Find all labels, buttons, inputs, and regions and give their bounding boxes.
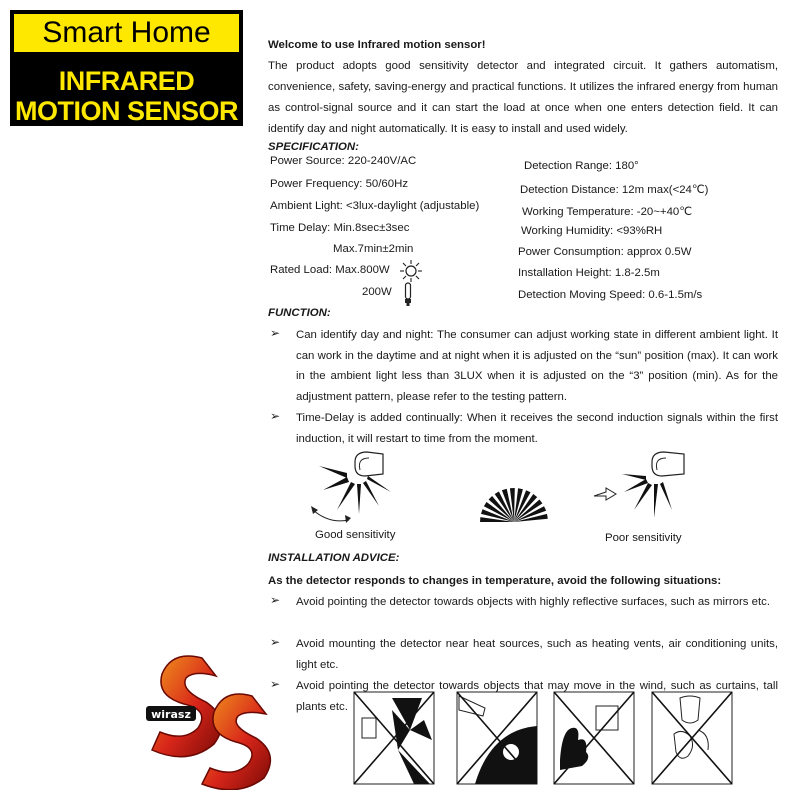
- install-item-1: Avoid mounting the detector near heat sources, such as heating vents, air conditioning units, light etc.: [296, 638, 778, 671]
- badge-title: Smart Home: [14, 14, 239, 52]
- spec-right-1: Detection Distance: 12m max(<24℃): [520, 184, 709, 196]
- avoid-mirror-diagram: [352, 690, 436, 786]
- spec-right-0: Detection Range: 180°: [524, 160, 639, 172]
- spec-left-3: Time Delay: Min.8sec±3sec: [270, 222, 410, 234]
- spec-left-5: Rated Load: Max.800W: [270, 264, 390, 276]
- install-bullet-1: ➢: [270, 635, 281, 649]
- function-bullet-0: ➢: [270, 326, 281, 340]
- spec-right-4: Power Consumption: approx 0.5W: [518, 246, 692, 258]
- install-item-2: Avoid pointing the detector towards objects that may move in the wind, such as curtains, tall plants etc.: [296, 680, 778, 713]
- intro-paragraph: The product adopts good sensitivity detector and integrated circuit. It gathers automatism, convenience, safety, saving-energy and practical functions. It utilizes the infrared energy from human as control-signal source and it can start the load at once when one enters detection field. It can identify day and night automatically. It is easy to install and used widely.: [268, 60, 778, 135]
- caption-good: Good sensitivity: [315, 529, 396, 541]
- spec-heading: SPECIFICATION:: [268, 141, 359, 153]
- installation-heading: INSTALLATION ADVICE:: [268, 552, 400, 564]
- spec-left-6: 200W: [362, 286, 392, 298]
- install-bullet-2: ➢: [270, 677, 281, 691]
- logo-text: wirasz: [151, 708, 191, 721]
- install-item-0: Avoid pointing the detector towards objects with highly reflective surfaces, such as mirrors etc.: [296, 596, 770, 608]
- caption-poor: Poor sensitivity: [605, 532, 682, 544]
- fan-ray: [480, 517, 514, 522]
- spec-right-3: Working Humidity: <93%RH: [521, 225, 663, 237]
- title-badge: [10, 10, 243, 126]
- spec-left-0: Power Source: 220-240V/AC: [270, 155, 417, 167]
- spec-right-6: Detection Moving Speed: 0.6-1.5m/s: [518, 289, 703, 301]
- sun-icon: [398, 259, 424, 283]
- intro-heading: Welcome to use Infrared motion sensor!: [268, 39, 486, 51]
- spec-right-2: Working Temperature: -20~+40℃: [522, 206, 693, 218]
- function-item-1: Time-Delay is added continually: When it receives the second induction signals within the first induction, it will restart to time from the moment.: [296, 412, 778, 445]
- good-sensitivity-diagram: [305, 448, 415, 528]
- install-bullet-0: ➢: [270, 593, 281, 607]
- spec-left-2: Ambient Light: <3lux-daylight (adjustable): [270, 200, 480, 212]
- detection-fan-diagram: [478, 466, 550, 524]
- avoid-curtains-diagram: [650, 690, 734, 786]
- function-item-0: Can identify day and night: The consumer can adjust working state in different ambient light. It can work in the daytime and at night when it is adjusted on the “sun” position (max). It can work in the ambient light less than 3LUX when it is adjusted on the “3” position (min). As for the adjustment pattern, please refer to the testing pattern.: [296, 329, 778, 403]
- installation-intro: As the detector responds to changes in temperature, avoid the following situations:: [268, 575, 722, 587]
- function-heading: FUNCTION:: [268, 307, 331, 319]
- spec-right-5: Installation Height: 1.8-2.5m: [518, 267, 660, 279]
- spec-left-4: Max.7min±2min: [333, 243, 414, 255]
- function-bullet-1: ➢: [270, 409, 281, 423]
- avoid-plants-diagram: [552, 690, 636, 786]
- wirasz-logo: [132, 640, 282, 790]
- badge-line-1: INFRARED: [58, 66, 195, 96]
- poor-sensitivity-diagram: [588, 448, 698, 528]
- avoid-heat-source-diagram: [455, 690, 539, 786]
- badge-line-2: MOTION SENSOR: [14, 96, 238, 126]
- spec-left-1: Power Frequency: 50/60Hz: [270, 178, 409, 190]
